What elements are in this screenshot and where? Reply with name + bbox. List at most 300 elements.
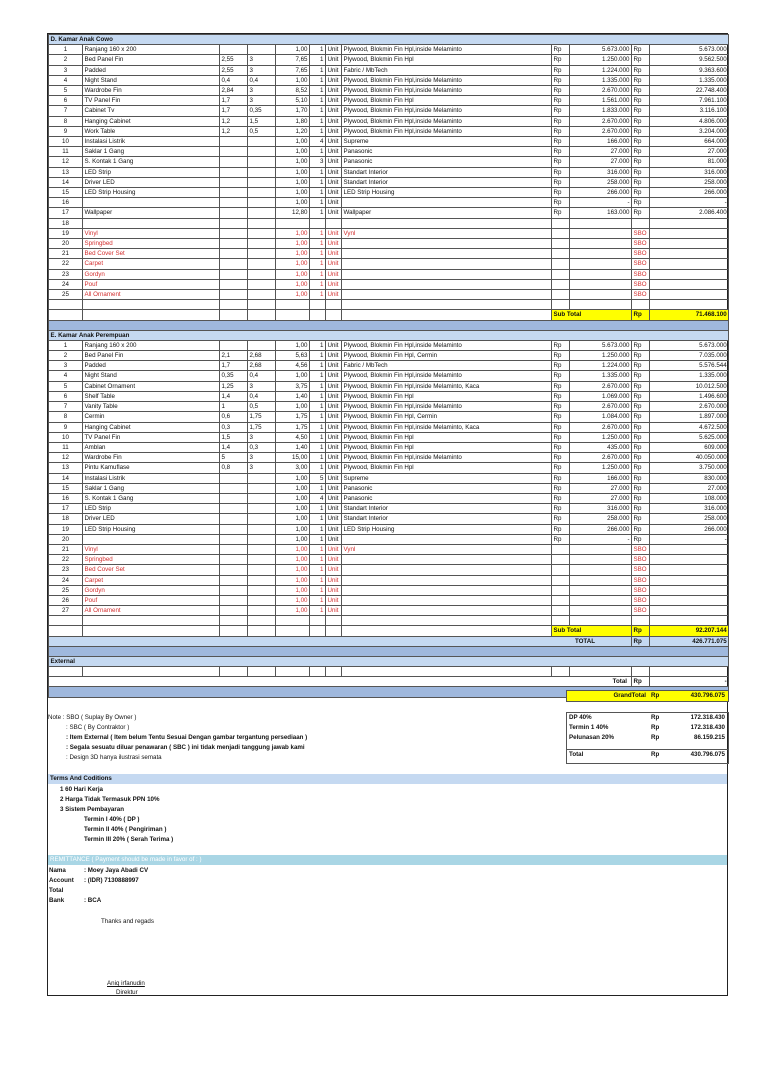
- table-cell: 27.000: [570, 147, 632, 157]
- table-row: [49, 167, 729, 177]
- table-cell: 1,00: [276, 514, 310, 524]
- table-cell: 3.750.000: [650, 463, 729, 473]
- table-cell: Rp: [552, 340, 570, 350]
- table-cell: Rp: [552, 442, 570, 452]
- table-row: [49, 371, 729, 381]
- note-line: : Design 3D hanya ilustrasi semata: [66, 754, 162, 761]
- grand-total-value: 430.796.075: [690, 692, 725, 699]
- table-cell: 3: [248, 381, 276, 391]
- table-cell: [570, 595, 632, 605]
- table-cell: -: [570, 198, 632, 208]
- table-cell: 258.000: [570, 514, 632, 524]
- table-cell: 1: [310, 126, 326, 136]
- table-cell: [83, 534, 220, 544]
- table-row: [49, 239, 729, 249]
- table-cell: Unit: [326, 412, 342, 422]
- table-cell: Unit: [326, 75, 342, 85]
- table-cell: Unit: [326, 157, 342, 167]
- table-cell: 1,25: [220, 381, 248, 391]
- table-cell: [220, 177, 248, 187]
- table-cell: 3: [248, 432, 276, 442]
- table-cell: [248, 177, 276, 187]
- table-cell: Plywood, Blokmin Fin Hpl: [342, 391, 552, 401]
- subtotal-e-label: Sub Total: [552, 626, 632, 636]
- table-cell: Plywood, Blokmin Fin Hpl: [342, 432, 552, 442]
- table-cell: Rp: [632, 453, 650, 463]
- table-cell: 1: [310, 279, 326, 289]
- table-row: [49, 544, 729, 554]
- table-cell: Bed Panel Fin: [83, 351, 220, 361]
- table-cell: 1: [310, 463, 326, 473]
- table-cell: 1,7: [220, 96, 248, 106]
- table-cell: 2: [49, 55, 83, 65]
- table-cell: Cermin: [83, 412, 220, 422]
- table-cell: Unit: [326, 126, 342, 136]
- table-cell: [342, 239, 552, 249]
- table-row: [49, 514, 729, 524]
- table-cell: Rp: [552, 351, 570, 361]
- table-cell: Rp: [552, 402, 570, 412]
- table-cell: [220, 606, 248, 616]
- notes-block: [48, 713, 307, 763]
- table-cell: [248, 167, 276, 177]
- table-cell: Padded: [83, 65, 220, 75]
- table-cell: Unit: [326, 96, 342, 106]
- table-cell: 19: [49, 524, 83, 534]
- table-cell: 166.000: [570, 473, 632, 483]
- table-cell: Wardrobe Fin: [83, 453, 220, 463]
- table-cell: 5.673.000: [650, 340, 729, 350]
- table-cell: [220, 504, 248, 514]
- table-cell: 27.000: [650, 147, 729, 157]
- table-cell: 1: [310, 188, 326, 198]
- table-cell: [552, 585, 570, 595]
- table-cell: 6: [49, 391, 83, 401]
- table-cell: 1,20: [276, 126, 310, 136]
- table-row: [49, 493, 729, 503]
- table-cell: Rp: [552, 493, 570, 503]
- table-cell: Rp: [632, 96, 650, 106]
- table-cell: [220, 269, 248, 279]
- table-cell: Bed Cover Set: [83, 249, 220, 259]
- table-cell: Unit: [326, 524, 342, 534]
- table-cell: Unit: [326, 167, 342, 177]
- table-cell: 14: [49, 473, 83, 483]
- table-cell: 1: [310, 249, 326, 259]
- table-cell: 258.000: [650, 514, 729, 524]
- table-cell: Instalasi Listrik: [83, 137, 220, 147]
- table-cell: Rp: [552, 96, 570, 106]
- table-cell: Rp: [632, 381, 650, 391]
- table-cell: [570, 239, 632, 249]
- table-cell: 1.250.000: [570, 351, 632, 361]
- table-cell: [342, 565, 552, 575]
- total-value: 426.771.075: [650, 636, 729, 646]
- table-cell: Rp: [632, 198, 650, 208]
- table-cell: 5: [310, 473, 326, 483]
- table-cell: Work Table: [83, 126, 220, 136]
- table-cell: Rp: [552, 371, 570, 381]
- signer-name: Aniq irfanudin: [107, 980, 145, 987]
- table-cell: 17: [49, 504, 83, 514]
- payment-schedule: [566, 712, 729, 764]
- table-cell: 1,00: [276, 45, 310, 55]
- table-cell: 1: [310, 167, 326, 177]
- table-cell: SBO: [632, 555, 650, 565]
- table-cell: [220, 473, 248, 483]
- table-cell: Saklar 1 Gang: [83, 147, 220, 157]
- table-cell: [248, 504, 276, 514]
- table-row: [49, 198, 729, 208]
- grand-total-rp: Rp: [651, 692, 660, 699]
- table-cell: [342, 606, 552, 616]
- table-cell: LED Strip: [83, 167, 220, 177]
- table-cell: 1,00: [276, 371, 310, 381]
- table-cell: All Ornament: [83, 290, 220, 300]
- termin-item: Termin II 40% ( Pengiriman ): [84, 826, 167, 833]
- table-cell: [552, 544, 570, 554]
- table-cell: Panasonic: [342, 483, 552, 493]
- table-cell: 3.116.100: [650, 106, 729, 116]
- table-cell: [248, 473, 276, 483]
- table-cell: 1,4: [220, 442, 248, 452]
- table-cell: [220, 157, 248, 167]
- table-cell: Rp: [632, 188, 650, 198]
- table-cell: 10: [49, 137, 83, 147]
- table-cell: [248, 565, 276, 575]
- table-cell: [248, 228, 276, 238]
- table-cell: 3: [248, 86, 276, 96]
- table-cell: -: [650, 534, 729, 544]
- table-cell: [570, 249, 632, 259]
- table-cell: Rp: [552, 453, 570, 463]
- table-cell: 13: [49, 167, 83, 177]
- table-cell: 1: [310, 65, 326, 75]
- table-cell: LED Strip Housing: [83, 188, 220, 198]
- table-cell: [220, 228, 248, 238]
- table-row: [49, 606, 729, 616]
- table-cell: [220, 249, 248, 259]
- table-row: [49, 504, 729, 514]
- table-cell: [248, 239, 276, 249]
- table-cell: 3: [49, 65, 83, 75]
- remittance-value: : Moey Jaya Abadi CV: [84, 867, 149, 874]
- table-cell: SBO: [632, 595, 650, 605]
- table-cell: Rp: [552, 147, 570, 157]
- table-row: [49, 45, 729, 55]
- table-cell: [83, 218, 220, 228]
- table-cell: Rp: [632, 361, 650, 371]
- table-cell: 1: [310, 442, 326, 452]
- table-cell: 27.000: [570, 493, 632, 503]
- table-cell: Rp: [632, 167, 650, 177]
- table-cell: 435.000: [570, 442, 632, 452]
- table-row: [49, 75, 729, 85]
- table-cell: 1,00: [276, 606, 310, 616]
- remittance-row: [49, 876, 139, 886]
- table-cell: [570, 228, 632, 238]
- table-cell: Plywood, Blokmin Fin Hpl: [342, 96, 552, 106]
- table-cell: SBO: [632, 290, 650, 300]
- closing-text: Thanks and regads: [101, 918, 154, 925]
- table-cell: 1: [310, 116, 326, 126]
- table-cell: Rp: [632, 504, 650, 514]
- table-row: [49, 412, 729, 422]
- table-cell: 2,68: [248, 361, 276, 371]
- table-cell: Unit: [326, 442, 342, 452]
- table-cell: [83, 198, 220, 208]
- table-cell: 10: [49, 432, 83, 442]
- table-cell: [552, 269, 570, 279]
- table-cell: SBO: [632, 249, 650, 259]
- table-cell: [650, 595, 729, 605]
- table-cell: 9: [49, 422, 83, 432]
- table-cell: 1,00: [276, 504, 310, 514]
- table-cell: [552, 239, 570, 249]
- table-cell: 0,5: [248, 126, 276, 136]
- table-cell: [220, 279, 248, 289]
- section-e-body: [49, 330, 729, 616]
- table-cell: Rp: [632, 147, 650, 157]
- table-row: [49, 157, 729, 167]
- table-cell: 1,00: [276, 483, 310, 493]
- table-cell: 4,56: [276, 361, 310, 371]
- table-cell: Plywood, Blokmin Fin Hpl,inside Melaminto: [342, 116, 552, 126]
- table-cell: Rp: [632, 432, 650, 442]
- grand-total-row: [566, 690, 729, 702]
- table-cell: [248, 290, 276, 300]
- table-cell: 11: [49, 147, 83, 157]
- table-cell: 1.833.000: [570, 106, 632, 116]
- table-row: [49, 534, 729, 544]
- table-cell: SBO: [632, 575, 650, 585]
- table-cell: 3: [49, 361, 83, 371]
- table-cell: [248, 514, 276, 524]
- table-row: [49, 269, 729, 279]
- table-cell: Rp: [632, 55, 650, 65]
- table-cell: 266.000: [570, 188, 632, 198]
- table-cell: 266.000: [650, 188, 729, 198]
- table-cell: 1: [310, 239, 326, 249]
- table-cell: 1,00: [276, 147, 310, 157]
- table-cell: Rp: [632, 473, 650, 483]
- table-cell: 1,70: [276, 106, 310, 116]
- table-row: [49, 565, 729, 575]
- table-cell: [570, 218, 632, 228]
- table-row: [49, 86, 729, 96]
- subtotal-e-rp: Rp: [632, 626, 650, 636]
- table-cell: 0,3: [220, 422, 248, 432]
- table-cell: [552, 606, 570, 616]
- table-cell: [248, 524, 276, 534]
- remittance-row: [49, 866, 149, 876]
- table-cell: Rp: [632, 422, 650, 432]
- table-cell: 4.806.000: [650, 116, 729, 126]
- table-cell: Unit: [326, 555, 342, 565]
- table-cell: Rp: [632, 402, 650, 412]
- table-cell: [552, 218, 570, 228]
- table-cell: Rp: [632, 371, 650, 381]
- table-cell: 3: [248, 463, 276, 473]
- table-cell: 1.496.600: [650, 391, 729, 401]
- table-cell: Rp: [552, 65, 570, 75]
- table-cell: [220, 259, 248, 269]
- table-cell: Cabinet Ornament: [83, 381, 220, 391]
- payment-cell: Pelunasan 20%: [569, 734, 615, 741]
- table-cell: Unit: [326, 402, 342, 412]
- table-cell: Padded: [83, 361, 220, 371]
- table-cell: 1,00: [276, 177, 310, 187]
- table-cell: 1,7: [220, 106, 248, 116]
- table-cell: 19: [49, 228, 83, 238]
- table-cell: [342, 279, 552, 289]
- table-cell: 1,00: [276, 575, 310, 585]
- table-cell: 3: [248, 55, 276, 65]
- table-cell: 1,2: [220, 116, 248, 126]
- payment-row: [567, 713, 728, 723]
- table-cell: 1,00: [276, 228, 310, 238]
- table-cell: 1: [310, 606, 326, 616]
- table-cell: Plywood, Blokmin Fin Hpl, Cermin: [342, 351, 552, 361]
- table-cell: Supreme: [342, 473, 552, 483]
- table-cell: Rp: [552, 137, 570, 147]
- table-cell: 0,8: [220, 463, 248, 473]
- table-cell: 2.670.000: [570, 453, 632, 463]
- table-cell: Unit: [326, 381, 342, 391]
- table-cell: Unit: [326, 239, 342, 249]
- table-cell: 2.670.000: [650, 402, 729, 412]
- table-cell: [220, 188, 248, 198]
- table-cell: 2.086.400: [650, 208, 729, 218]
- table-cell: 1: [310, 259, 326, 269]
- table-cell: Rp: [552, 45, 570, 55]
- table-cell: Unit: [326, 45, 342, 55]
- table-cell: LED Strip Housing: [342, 524, 552, 534]
- table-cell: 1: [310, 402, 326, 412]
- table-cell: 1: [310, 177, 326, 187]
- table-cell: 1,75: [248, 422, 276, 432]
- table-cell: [220, 340, 248, 350]
- table-cell: 3: [248, 453, 276, 463]
- table-cell: Unit: [326, 228, 342, 238]
- table-cell: 8,52: [276, 86, 310, 96]
- table-cell: 3,00: [276, 463, 310, 473]
- table-cell: Rp: [552, 504, 570, 514]
- table-cell: 18: [49, 218, 83, 228]
- table-cell: [342, 259, 552, 269]
- table-cell: Vinyl: [83, 544, 220, 554]
- table-cell: 2,84: [220, 86, 248, 96]
- table-cell: Rp: [632, 534, 650, 544]
- table-cell: 5.673.000: [650, 45, 729, 55]
- table-cell: [650, 218, 729, 228]
- table-cell: 22: [49, 555, 83, 565]
- table-cell: [552, 565, 570, 575]
- table-cell: 1.335.000: [570, 75, 632, 85]
- table-cell: 1: [310, 391, 326, 401]
- table-cell: 1.335.000: [650, 75, 729, 85]
- table-cell: [220, 595, 248, 605]
- table-cell: Rp: [632, 412, 650, 422]
- table-cell: All Ornament: [83, 606, 220, 616]
- table-cell: 6: [49, 96, 83, 106]
- table-row: [49, 483, 729, 493]
- table-cell: 0,6: [220, 412, 248, 422]
- table-cell: 1,00: [276, 75, 310, 85]
- table-cell: [650, 585, 729, 595]
- table-cell: [220, 544, 248, 554]
- table-cell: 1,00: [276, 565, 310, 575]
- table-cell: Wallpaper: [83, 208, 220, 218]
- table-cell: 1.224.000: [570, 361, 632, 371]
- table-cell: 5,10: [276, 96, 310, 106]
- table-cell: Hanging Cabinet: [83, 422, 220, 432]
- table-cell: Carpet: [83, 259, 220, 269]
- table-cell: Wardrobe Fin: [83, 86, 220, 96]
- table-cell: 5: [49, 86, 83, 96]
- table-cell: 1: [310, 269, 326, 279]
- table-cell: Rp: [552, 422, 570, 432]
- table-cell: Plywood, Blokmin Fin Hpl: [342, 442, 552, 452]
- table-cell: 0,5: [248, 402, 276, 412]
- table-cell: Unit: [326, 55, 342, 65]
- table-cell: 1,00: [276, 239, 310, 249]
- external-total-value: -: [650, 677, 729, 687]
- table-cell: 3,75: [276, 381, 310, 391]
- table-cell: Unit: [326, 188, 342, 198]
- table-cell: [248, 544, 276, 554]
- payment-cell: DP 40%: [569, 714, 592, 721]
- payment-cell: Rp: [651, 714, 660, 721]
- table-cell: 24: [49, 575, 83, 585]
- table-row: [49, 585, 729, 595]
- table-cell: Standart Interior: [342, 514, 552, 524]
- table-cell: 25: [49, 585, 83, 595]
- table-cell: Unit: [326, 606, 342, 616]
- table-cell: 1: [49, 45, 83, 55]
- table-cell: Driver LED: [83, 514, 220, 524]
- table-row: [49, 473, 729, 483]
- remittance-value: : BCA: [84, 897, 102, 904]
- table-cell: 2.670.000: [570, 86, 632, 96]
- table-cell: Pouf: [83, 595, 220, 605]
- table-cell: [220, 565, 248, 575]
- table-cell: Rp: [632, 442, 650, 452]
- table-cell: Rp: [552, 188, 570, 198]
- table-cell: [650, 606, 729, 616]
- table-cell: [650, 575, 729, 585]
- table-cell: 8: [49, 412, 83, 422]
- table-cell: Standart Interior: [342, 167, 552, 177]
- table-cell: 1: [310, 504, 326, 514]
- table-cell: SBO: [632, 565, 650, 575]
- table-cell: Unit: [326, 473, 342, 483]
- table-cell: Bed Panel Fin: [83, 55, 220, 65]
- table-cell: [220, 137, 248, 147]
- table-cell: SBO: [632, 259, 650, 269]
- table-row: [49, 595, 729, 605]
- table-cell: LED Strip Housing: [342, 188, 552, 198]
- payment-cell: Total: [569, 751, 584, 758]
- table-cell: 1: [310, 575, 326, 585]
- table-cell: 1,00: [276, 167, 310, 177]
- table-cell: TV Panel Fin: [83, 96, 220, 106]
- table-cell: [552, 228, 570, 238]
- table-cell: [220, 575, 248, 585]
- table-cell: 1.335.000: [570, 371, 632, 381]
- table-cell: [248, 279, 276, 289]
- table-cell: [552, 279, 570, 289]
